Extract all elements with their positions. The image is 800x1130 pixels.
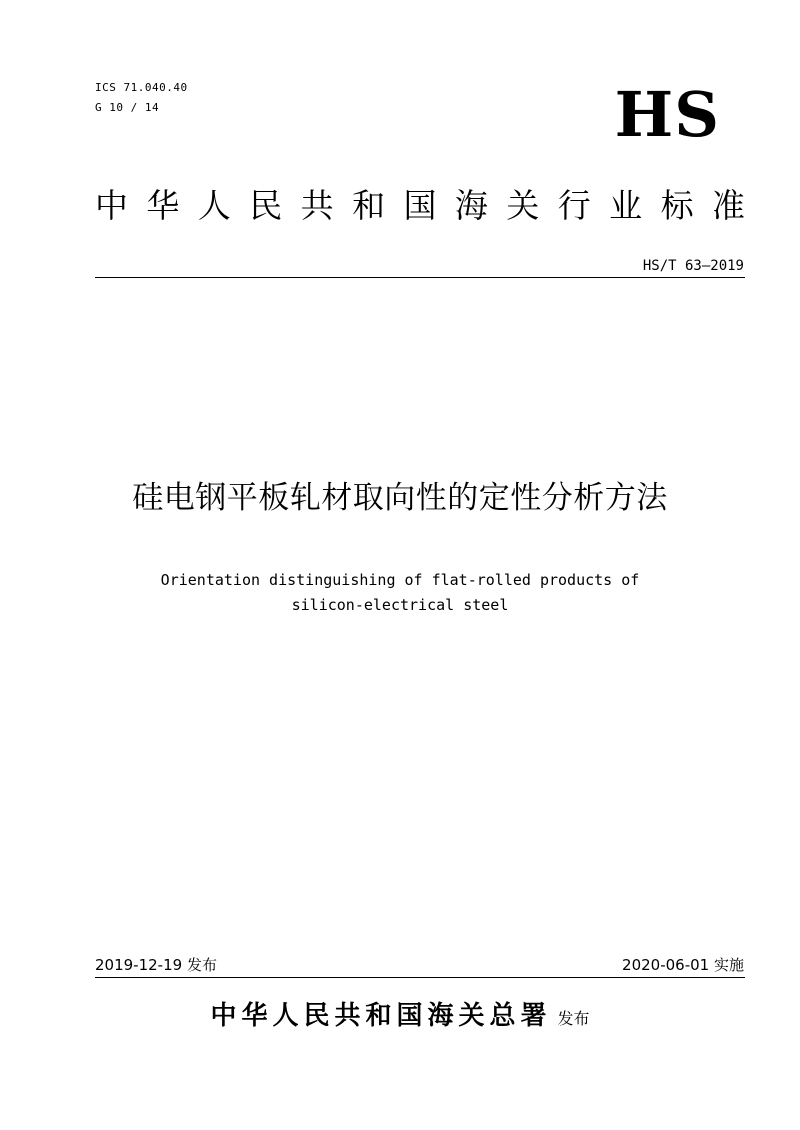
ccs-code: G 10 / 14 [95, 101, 160, 114]
english-title-line-1: Orientation distinguishing of flat-rolled products of [160, 571, 640, 589]
ics-code: ICS 71.040.40 [95, 81, 188, 94]
publisher-name: 中华人民共和国海关总署 [210, 1001, 552, 1031]
english-title-line-2: silicon-electrical steel [291, 596, 509, 614]
header-divider [95, 277, 745, 278]
classification-codes [95, 78, 188, 118]
standard-type-heading: 中 华 人 民 共 和 国 海 关 行 业 标 准 [95, 186, 745, 225]
standard-number: HS/T 63—2019 [642, 258, 744, 274]
footer-divider [95, 977, 745, 978]
implementation-date: 2020-06-01 实施 [622, 956, 744, 974]
publish-label: 发布 [557, 1009, 590, 1028]
publisher-line [0, 996, 800, 1039]
hs-logo: HS [614, 78, 720, 151]
page-title: 硅电钢平板轧材取向性的定性分析方法 [132, 480, 668, 516]
english-title [0, 568, 800, 618]
issue-date: 2019-12-19 发布 [95, 956, 217, 974]
